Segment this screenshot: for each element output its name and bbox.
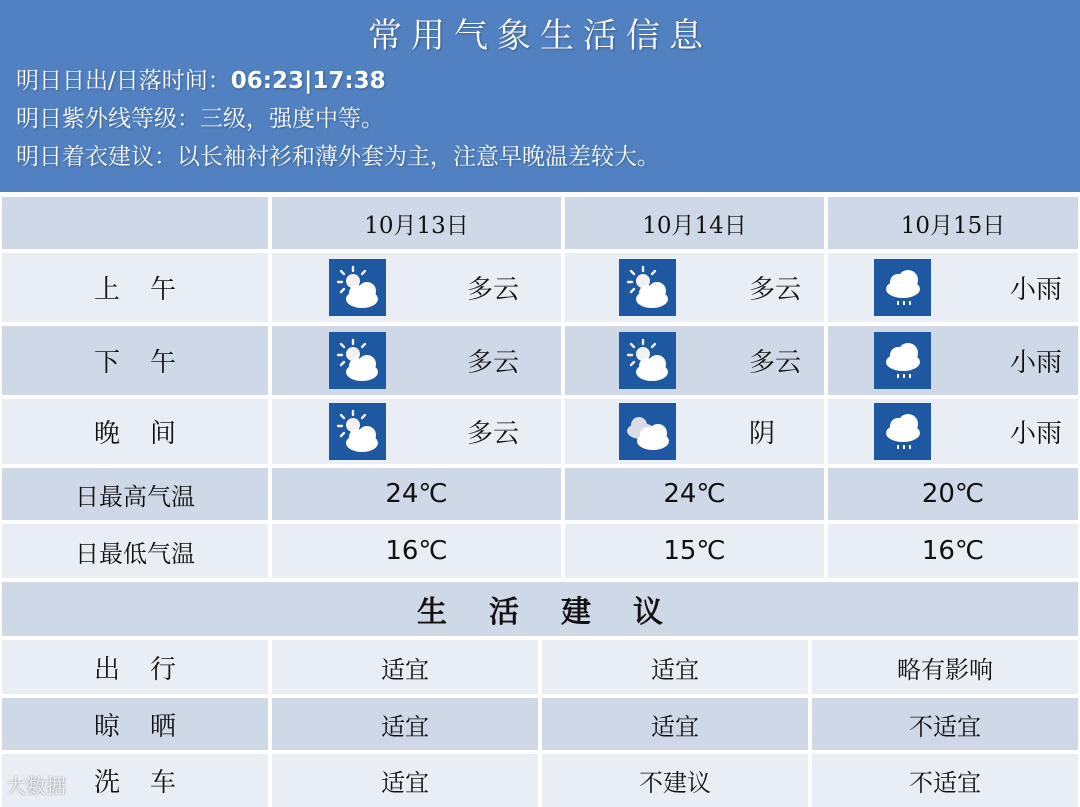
header-banner <box>0 0 1080 192</box>
advice-travel-day1: 适宜 <box>272 640 538 694</box>
date-header-2: 10月14日 <box>565 197 824 249</box>
advice-travel-day2: 适宜 <box>542 640 808 694</box>
period-label: 上午 <box>2 253 268 322</box>
weather-cell <box>565 326 824 395</box>
weather-text: 阴 <box>749 419 776 449</box>
partly-cloudy-icon <box>619 259 676 316</box>
weather-text: 多云 <box>467 275 520 305</box>
life-advice-title: 生活建议 <box>2 582 1078 636</box>
max-temp-day1: 24℃ <box>272 468 561 520</box>
advice-carwash-day3: 不适宜 <box>812 754 1078 807</box>
advice-drying-day3: 不适宜 <box>812 698 1078 750</box>
sunrise-label: 明日日出/日落时间： <box>16 68 231 94</box>
advice-carwash-day2: 不建议 <box>542 754 808 807</box>
weather-text: 小雨 <box>1010 419 1063 449</box>
overcast-icon <box>619 403 676 460</box>
weather-cell <box>565 253 824 322</box>
advice-label-travel: 出行 <box>2 640 268 694</box>
advice-label-drying: 晾晒 <box>2 698 268 750</box>
period-label: 晚间 <box>2 399 268 464</box>
sunrise-value: 06:23|17:38 <box>230 68 386 94</box>
advice-drying-day1: 适宜 <box>272 698 538 750</box>
weather-cell <box>828 326 1078 395</box>
watermark: 大数据 <box>6 774 66 798</box>
weather-cell <box>828 253 1078 322</box>
max-temp-day2: 24℃ <box>565 468 824 520</box>
min-temp-day3: 16℃ <box>828 524 1078 578</box>
min-temp-day2: 15℃ <box>565 524 824 578</box>
min-temp-day1: 16℃ <box>272 524 561 578</box>
date-header-3: 10月15日 <box>828 197 1078 249</box>
weather-cell <box>272 399 561 464</box>
advice-drying-day2: 适宜 <box>542 698 808 750</box>
weather-text: 小雨 <box>1010 348 1063 378</box>
uv-line: 明日紫外线等级：三级，强度中等。 <box>16 106 384 132</box>
advice-carwash-day1: 适宜 <box>272 754 538 807</box>
advice-label-carwash: 洗车 <box>2 754 268 807</box>
partly-cloudy-icon <box>329 259 386 316</box>
advice-travel-day3: 略有影响 <box>812 640 1078 694</box>
weather-text: 多云 <box>749 275 802 305</box>
weather-cell <box>828 399 1078 464</box>
max-temp-label: 日最高气温 <box>2 468 268 520</box>
max-temp-day3: 20℃ <box>828 468 1078 520</box>
weather-cell <box>565 399 824 464</box>
table-corner <box>2 197 268 249</box>
clothing-line: 明日着衣建议：以长袖衬衫和薄外套为主，注意早晚温差较大。 <box>16 144 660 170</box>
sunrise-sunset-line <box>16 62 386 95</box>
page-title: 常用气象生活信息 <box>368 16 712 56</box>
min-temp-label: 日最低气温 <box>2 524 268 578</box>
period-label: 下午 <box>2 326 268 395</box>
partly-cloudy-icon <box>329 403 386 460</box>
weather-text: 多云 <box>749 348 802 378</box>
date-header-1: 10月13日 <box>272 197 561 249</box>
partly-cloudy-icon <box>329 332 386 389</box>
partly-cloudy-icon <box>619 332 676 389</box>
weather-text: 多云 <box>467 419 520 449</box>
weather-cell <box>272 326 561 395</box>
light-rain-icon <box>874 403 931 460</box>
weather-text: 多云 <box>467 348 520 378</box>
light-rain-icon <box>874 332 931 389</box>
light-rain-icon <box>874 259 931 316</box>
weather-text: 小雨 <box>1010 275 1063 305</box>
weather-cell <box>272 253 561 322</box>
